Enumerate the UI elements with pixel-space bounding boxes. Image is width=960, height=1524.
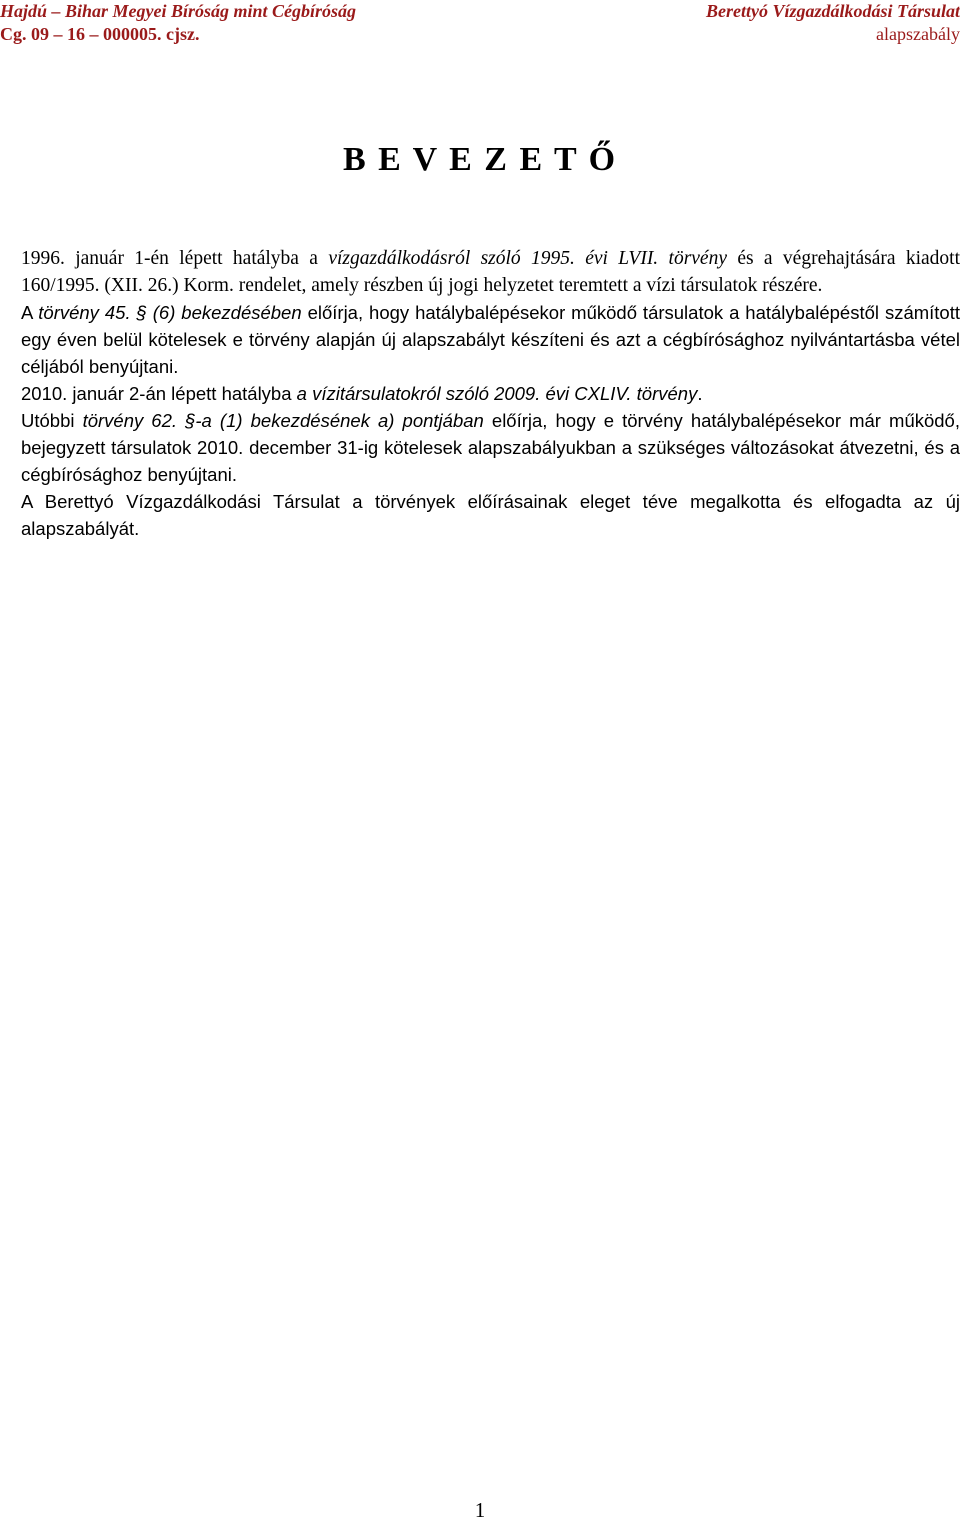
p1-text-a: 1996. január 1-én lépett hatályba a <box>21 248 329 269</box>
p3-law-reference: a vízitársulatokról szóló 2009. évi CXLIV. törvény <box>296 383 698 404</box>
registry-number: Cg. 09 – 16 – 000005. cjsz. <box>0 24 200 44</box>
document-body <box>0 245 960 542</box>
p4-law-reference: törvény 62. §-a (1) bekezdésének a) pontjában <box>82 410 484 431</box>
court-name: Hajdú – Bihar Megyei Bíróság mint Cégbíróság <box>0 1 357 21</box>
paragraph-1 <box>0 245 960 299</box>
paragraph-4 <box>0 407 960 488</box>
page-title: B E V E Z E T Ő <box>342 141 618 178</box>
p3-text-c: . <box>697 383 703 404</box>
p2-text-a: A <box>21 302 39 323</box>
p1-law-reference: vízgazdálkodásról szóló 1995. évi LVII. törvény <box>328 248 727 269</box>
header-left <box>0 0 470 46</box>
p2-text-c: előírja, hogy hatálybalépésekor működő társulatok a hatálybalépéstől számított egy éven belül kötelesek e törvény alapján új alapszabályt készíteni és azt a cégbírósághoz nyilvántartásba vétel céljából benyújtani. <box>21 302 960 377</box>
paragraph-2 <box>0 299 960 380</box>
p4-text-c: előírja, hogy e törvény hatálybalépésekor már működő, bejegyzett társulatok 2010. december 31-ig kötelesek alapszabályukban a szükséges változásokat átvezetni, és a cégbírósághoz benyújtani. <box>21 410 960 485</box>
page-number: 1 <box>474 1498 486 1522</box>
paragraph-5: A Berettyó Vízgazdálkodási Társulat a törvények előírásainak eleget téve megalkotta és elfogadta az új alapszabályát. <box>21 491 960 539</box>
p2-law-reference: törvény 45. § (6) bekezdésében <box>38 302 302 323</box>
document-type: alapszabály <box>876 24 960 44</box>
paragraph-3 <box>0 380 960 407</box>
p1-text-c: és a végrehajtására kiadott 160/1995. (XII. 26.) Korm. rendelet, amely részben új jogi helyzetet teremtett a vízi társulatok részére. <box>21 248 960 296</box>
p3-text-a: 2010. január 2-án lépett hatályba <box>21 383 297 404</box>
p4-text-a: Utóbbi <box>21 410 83 431</box>
header-right <box>490 0 960 46</box>
company-name: Berettyó Vízgazdálkodási Társulat <box>705 1 960 21</box>
